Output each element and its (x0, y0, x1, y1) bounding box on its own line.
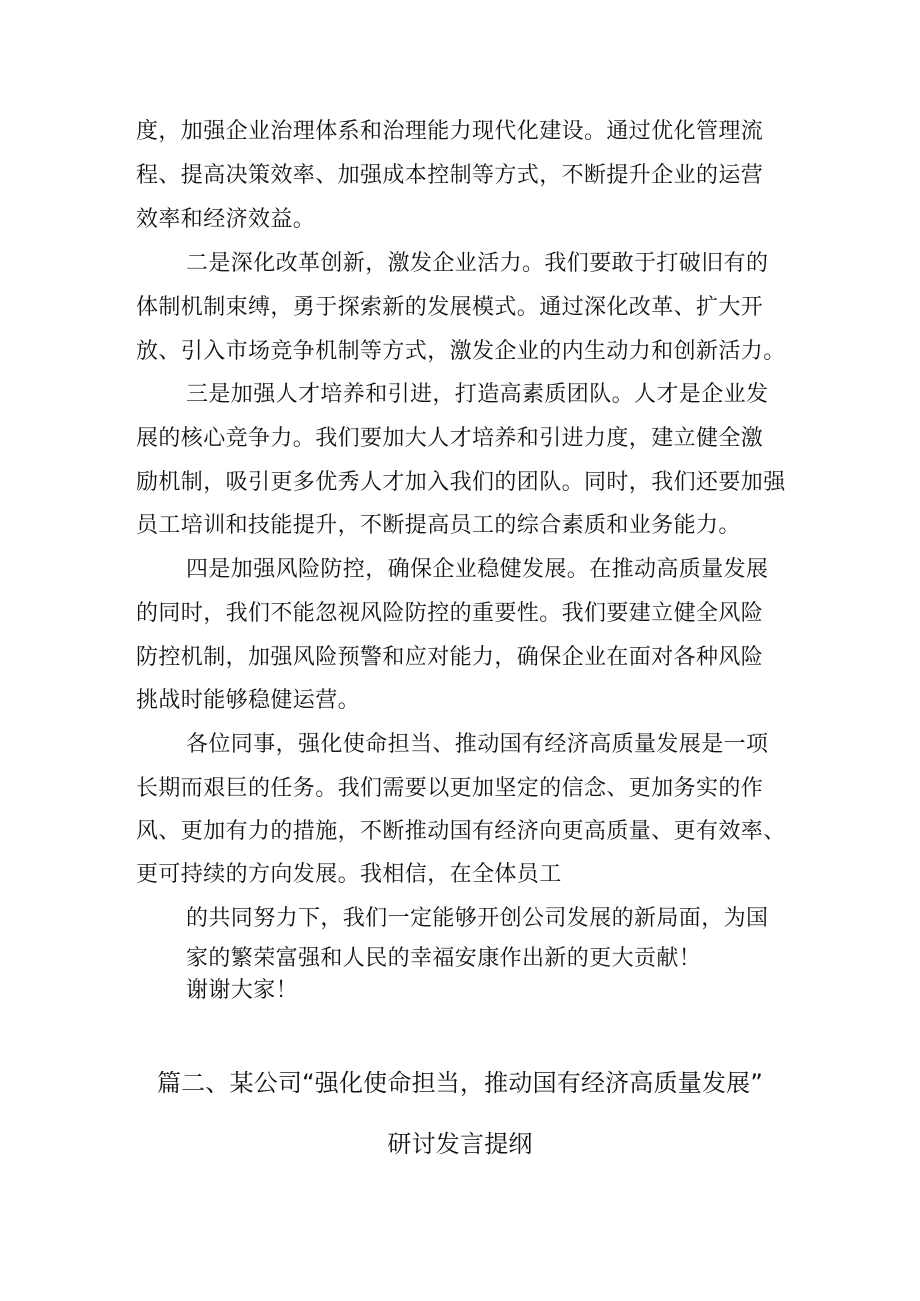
section-title: 篇二、某公司“强化使命担当，推动国有经济高质量发展” (156, 1069, 764, 1097)
paragraph-line: 长期而艰巨的任务。我们需要以更加坚定的信念、更加务实的作 (136, 776, 764, 801)
paragraph-line: 的共同努力下，我们一定能够开创公司发展的新局面，为国 (186, 906, 769, 931)
paragraph-line: 度，加强企业治理体系和治理能力现代化建设。通过优化管理流 (136, 119, 764, 144)
paragraph-line: 展的核心竞争力。我们要加大人才培养和引进力度，建立健全激 (136, 426, 764, 451)
paragraph-line: 二是深化改革创新，激发企业活力。我们要敢于打破旧有的 (186, 251, 769, 276)
paragraph-line: 效率和经济效益。 (136, 207, 316, 232)
paragraph-line: 三是加强人才培养和引进，打造高素质团队。人才是企业发 (186, 382, 769, 407)
paragraph-line: 防控机制，加强风险预警和应对能力，确保企业在面对各种风险 (136, 645, 764, 670)
paragraph-line: 挑战时能够稳健运营。 (136, 688, 361, 713)
closing-line: 谢谢大家！ (186, 978, 299, 1003)
paragraph-line: 的同时，我们不能忽视风险防控的重要性。我们要建立健全风险 (136, 601, 764, 626)
paragraph-line: 放、引入市场竞争机制等方式，激发企业的内生动力和创新活力。 (136, 339, 786, 364)
paragraph-line: 四是加强风险防控，确保企业稳健发展。在推动高质量发展 (186, 557, 769, 582)
paragraph-line: 家的繁荣富强和人民的幸福安康作出新的更大贡献！ (186, 946, 702, 971)
paragraph-line: 更可持续的方向发展。我相信，在全体员工 (136, 862, 562, 887)
paragraph-line: 风、更加有力的措施，不断推动国有经济向更高质量、更有效率、 (136, 819, 786, 844)
paragraph-line: 程、提高决策效率、加强成本控制等方式，不断提升企业的运营 (136, 163, 764, 188)
section-subtitle: 研讨发言提纲 (387, 1130, 533, 1158)
paragraph-line: 励机制，吸引更多优秀人才加入我们的团队。同时，我们还要加强 (136, 470, 786, 495)
paragraph-line: 体制机制束缚，勇于探索新的发展模式。通过深化改革、扩大开 (136, 295, 764, 320)
paragraph-line: 员工培训和技能提升，不断提高员工的综合素质和业务能力。 (136, 513, 741, 538)
paragraph-line: 各位同事，强化使命担当、推动国有经济高质量发展是一项 (186, 732, 769, 757)
